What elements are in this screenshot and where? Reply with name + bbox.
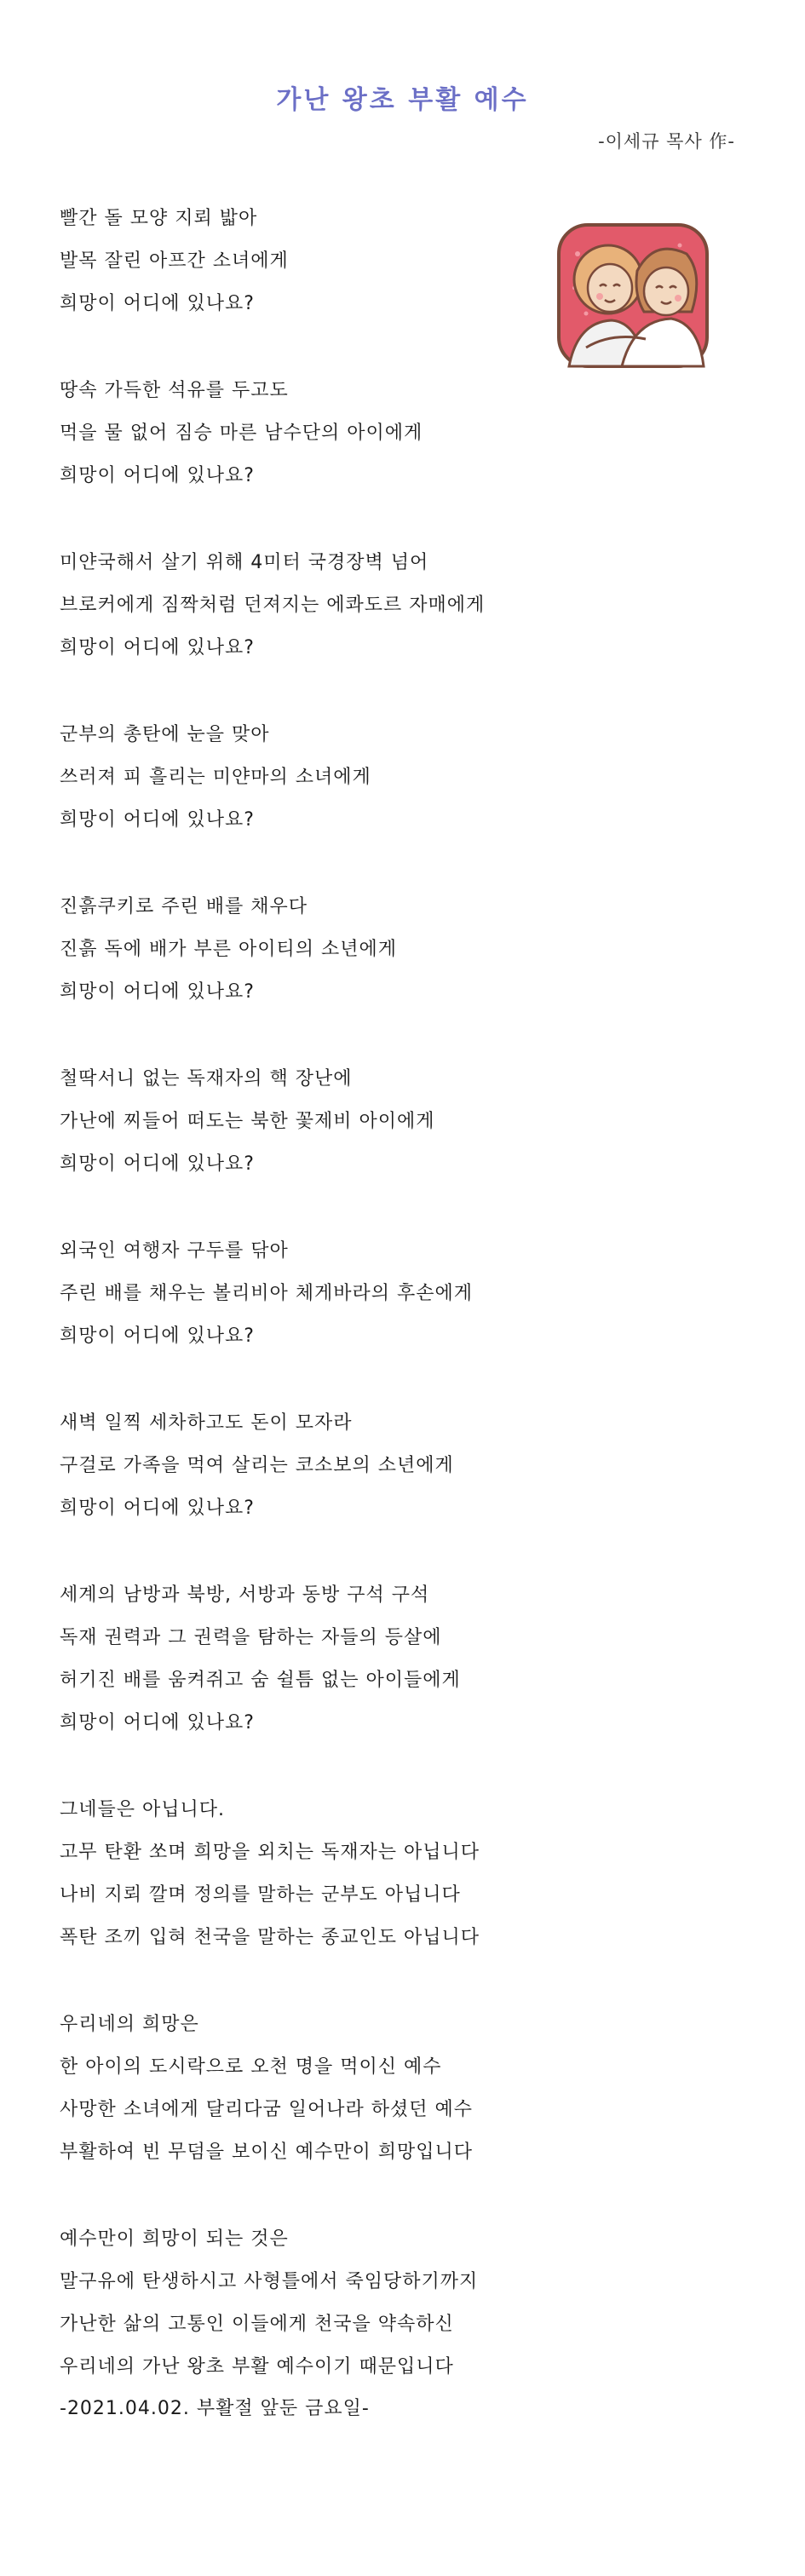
poem-line: 가난한 삶의 고통인 이들에게 천국을 약속하신 <box>60 2314 454 2335</box>
stanza <box>60 542 758 670</box>
stanza <box>60 1230 758 1358</box>
poem-line: 희망이 어디에 있나요? <box>60 637 255 658</box>
poem-line: 나비 지뢰 깔며 정의를 말하는 군부도 아닙니다 <box>60 1884 461 1906</box>
poem-line: 독재 권력과 그 권력을 탐하는 자들의 등살에 <box>60 1627 442 1648</box>
poem-line: 희망이 어디에 있나요? <box>60 981 255 1003</box>
stanza <box>60 2004 758 2174</box>
poem-line: 외국인 여행자 구두를 닦아 <box>60 1240 289 1262</box>
poem-line: 희망이 어디에 있나요? <box>60 1153 255 1175</box>
poem-line: 가난에 찌들어 떠도는 북한 꽃제비 아이에게 <box>60 1111 435 1132</box>
poem-dateline: -2021.04.02. 부활절 앞둔 금요일- <box>60 2398 370 2419</box>
poem-line: 세계의 남방과 북방, 서방과 동방 구석 구석 <box>60 1584 430 1606</box>
poem-author: -이세규 목사 作- <box>598 131 735 152</box>
poem-line: 미얀국해서 살기 위해 4미터 국경장벽 넘어 <box>60 552 429 573</box>
poem-line: 부활하여 빈 무덤을 보이신 예수만이 희망입니다 <box>60 2142 474 2163</box>
poem-line: 한 아이의 도시락으로 오천 명을 먹이신 예수 <box>60 2056 442 2078</box>
poem-line: 진흙 독에 배가 부른 아이티의 소년에게 <box>60 939 397 960</box>
poem-line: 고무 탄환 쏘며 희망을 외치는 독재자는 아닙니다 <box>60 1842 480 1863</box>
poem-line: 땅속 가득한 석유를 두고도 <box>60 380 289 401</box>
poem-line: 발목 잘린 아프간 소녀에게 <box>60 250 289 272</box>
stanza <box>60 370 758 497</box>
poem-line: 구걸로 가족을 먹여 살리는 코소보의 소년에게 <box>60 1455 454 1476</box>
poem-line: 주린 배를 채우는 볼리비아 체게바라의 후손에게 <box>60 1283 474 1304</box>
poem-line: 군부의 총탄에 눈을 맞아 <box>60 724 270 745</box>
poem-line: 희망이 어디에 있나요? <box>60 1498 255 1519</box>
poem-line: 새벽 일찍 세차하고도 돈이 모자라 <box>60 1412 353 1434</box>
poem-line: 희망이 어디에 있나요? <box>60 809 255 831</box>
stanza <box>60 886 758 1014</box>
poem-line: 희망이 어디에 있나요? <box>60 293 255 314</box>
poem-line: 예수만이 희망이 되는 것은 <box>60 2228 289 2250</box>
poem-line: 희망이 어디에 있나요? <box>60 1712 255 1734</box>
poem-line: 우리네의 희망은 <box>60 2014 199 2035</box>
poem-line: 우리네의 가난 왕초 부활 예수이기 때문입니다 <box>60 2356 454 2378</box>
poem-line: 그네들은 아닙니다. <box>60 1799 226 1820</box>
poem-line: 진흙쿠키로 주린 배를 채우다 <box>60 896 308 917</box>
stanza <box>60 1574 758 1745</box>
poem-line: 쓰러져 피 흘리는 미얀마의 소녀에게 <box>60 767 371 788</box>
poem-line: 브로커에게 짐짝처럼 던져지는 에콰도르 자매에게 <box>60 595 486 616</box>
stanza <box>60 1402 758 1530</box>
stanza <box>60 198 758 325</box>
stanza <box>60 714 758 842</box>
poem-body <box>60 198 758 2433</box>
poem-line: 철딱서니 없는 독재자의 핵 장난에 <box>60 1068 353 1090</box>
poem-line: 말구유에 탄생하시고 사형틀에서 죽임당하기까지 <box>60 2271 479 2292</box>
poem-title: 가난 왕초 부활 예수 <box>276 85 529 115</box>
poem-line: 사망한 소녀에게 달리다굼 일어나라 하셨던 예수 <box>60 2099 474 2120</box>
poem-line: 허기진 배를 움켜쥐고 숨 쉴틈 없는 아이들에게 <box>60 1670 461 1691</box>
stanza <box>60 2218 758 2389</box>
stanza <box>60 1789 758 1959</box>
stanza <box>60 1058 758 1186</box>
poem-line: 희망이 어디에 있나요? <box>60 465 255 486</box>
poem-line: 빨간 돌 모양 지뢰 밟아 <box>60 208 258 229</box>
poem-line: 폭탄 조끼 입혀 천국을 말하는 종교인도 아닙니다 <box>60 1927 480 1948</box>
poem-line: 희망이 어디에 있나요? <box>60 1325 255 1347</box>
poem-line: 먹을 물 없어 짐승 마른 남수단의 아이에게 <box>60 423 423 444</box>
